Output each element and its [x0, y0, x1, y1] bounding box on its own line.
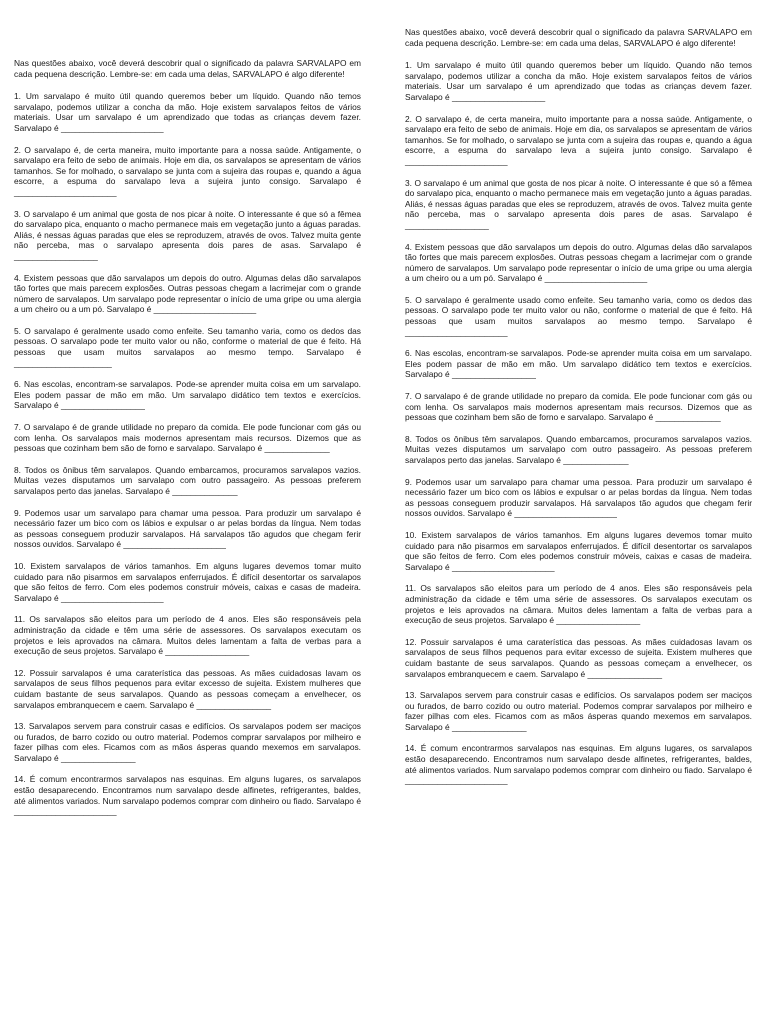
question-item: 3. O sarvalapo é um animal que gosta de nos picar à noite. O interessante é que só a fêmea do sarvalapo pica, enquanto o macho permanece mais em vegetação junto a águas paradas. Aliás, é nessas águas paradas que eles se reproduzem, através de ovos. Talvez muita gente não perceba, mas o sarvalapo apresenta dois pares de asas. Sarvalapo é __________________ [405, 177, 752, 230]
instructions-text: Nas questões abaixo, você deverá descobrir qual o significado da palavra SARVALAPO em cada pequena descrição. Lembre-se: em cada uma delas, SARVALAPO é algo diferente! [405, 27, 752, 48]
question-item: 8. Todos os ônibus têm sarvalapos. Quando embarcamos, procuramos sarvalapos vazios. Muitas vezes disputamos um sarvalapo com outro passageiro. As pessoas preferem sarvalapos perto das janelas. Sarvalapo é ______________ [14, 464, 361, 496]
question-item: 9. Podemos usar um sarvalapo para chamar uma pessoa. Para produzir um sarvalapo é necessário fazer um bico com os lábios e expulsar o ar pelas bordas da língua. Nem todas as pessoas conseguem produzir sarvalapos. Há sarvalapos tão agudos que chegam ferir nossos ouvidos. Sarvalapo é ______________________ [405, 476, 752, 519]
question-item: 2. O sarvalapo é, de certa maneira, muito importante para a nossa saúde. Antigamente, o sarvalapo era feito de sebo de animais. Hoje em dia, os sarvalapos se apresentam de vários tamanhos. Se for molhado, o sarvalapo se junta com a sujeira das roupas e, quando a água escorre, a espuma do sarvalapo leva a sujeira junto consigo. Sarvalapo é ______________________ [14, 144, 361, 197]
question-item: 5. O sarvalapo é geralmente usado como enfeite. Seu tamanho varia, como os dedos das pessoas. O sarvalapo pode ter muito valor ou não, conforme o material de que é feito. Há pessoas que usam muitos sarvalapos ao mesmo tempo. Sarvalapo é ______________________ [405, 294, 752, 337]
question-item: 14. É comum encontrarmos sarvalapos nas esquinas. Em alguns lugares, os sarvalapos estão desaparecendo. Encontramos num sarvalapo desde alfinetes, refrigerantes, baldes, até alimentos variados. Num sarvalapo podemos comprar com dinheiro ou fiado. Sarvalapo é ______________________ [405, 743, 752, 786]
question-item: 12. Possuir sarvalapos é uma caraterística das pessoas. As mães cuidadosas lavam os sarvalapos de seus filhos pequenos para evitar excesso de sujeita. Existem mulheres que cuidam bastante de seus sarvalapos. Quando as pessoas começam a envelhecer, os sarvalapos embranquecem e caem. Sarvalapo é ________________ [14, 667, 361, 710]
question-item: 7. O sarvalapo é de grande utilidade no preparo da comida. Ele pode funcionar com gás ou com lenha. Os sarvalapos mais modernos apresentam mais recursos. Dizemos que as pessoas que cozinham bem são de forno e sarvalapo. Sarvalapo é ______________ [14, 422, 361, 454]
question-item: 1. Um sarvalapo é muito útil quando queremos beber um líquido. Quando não temos sarvalapo, podemos utilizar a concha da mão. Hoje existem sarvalapos feitos de vários materiais. Usar um sarvalapo é um aprendizado que todas as crianças devem fazer. Sarvalapo é ______________________ [14, 91, 361, 133]
question-item: 13. Sarvalapos servem para construir casas e edifícios. Os sarvalapos podem ser maciços ou furados, de barro cozido ou outro material. Podemos comprar sarvalapos por milheiro e fazer pilhas com eles. Ficamos com as mãos ásperas quando mexemos em sarvalapos. Sarvalapo é ________________ [14, 721, 361, 763]
question-item: 3. O sarvalapo é um animal que gosta de nos picar à noite. O interessante é que só a fêmea do sarvalapo pica, enquanto o macho permanece mais em vegetação junto a águas paradas. Aliás, é nessas águas paradas que eles se reproduzem, através de ovos. Talvez muita gente não perceba, mas o sarvalapo apresenta dois pares de asas. Sarvalapo é __________________ [14, 208, 361, 261]
question-item: 10. Existem sarvalapos de vários tamanhos. Em alguns lugares devemos tomar muito cuidado para não pisarmos em sarvalapos enferrujados. É difícil desentortar os sarvalapos que são feitos de ferro. Com eles podemos construir móveis, caixas e casas de madeira. Sarvalapo é ______________________ [405, 529, 752, 572]
question-item: 12. Possuir sarvalapos é uma caraterística das pessoas. As mães cuidadosas lavam os sarvalapos de seus filhos pequenos para evitar excesso de sujeita. Existem mulheres que cuidam bastante de seus sarvalapos. Quando as pessoas começam a envelhecer, os sarvalapos embranquecem e caem. Sarvalapo é ________________ [405, 636, 752, 679]
instructions-text: Nas questões abaixo, você deverá descobrir qual o significado da palavra SARVALAPO em cada pequena descrição. Lembre-se: em cada uma delas, SARVALAPO é algo diferente! [14, 58, 361, 79]
question-item: 9. Podemos usar um sarvalapo para chamar uma pessoa. Para produzir um sarvalapo é necessário fazer um bico com os lábios e expulsar o ar pelas bordas da língua. Nem todas as pessoas conseguem produzir sarvalapos. Há sarvalapos tão agudos que chegam ferir nossos ouvidos. Sarvalapo é ______________________ [14, 507, 361, 550]
question-item: 10. Existem sarvalapos de vários tamanhos. Em alguns lugares devemos tomar muito cuidado para não pisarmos em sarvalapos enferrujados. É difícil desentortar os sarvalapos que são feitos de ferro. Com eles podemos construir móveis, caixas e casas de madeira. Sarvalapo é ______________________ [14, 560, 361, 603]
question-item: 5. O sarvalapo é geralmente usado como enfeite. Seu tamanho varia, como os dedos das pessoas. O sarvalapo pode ter muito valor ou não, conforme o material de que é feito. Há pessoas que usam muitos sarvalapos ao mesmo tempo. Sarvalapo é _____________________ [14, 325, 361, 368]
question-item: 14. É comum encontrarmos sarvalapos nas esquinas. Em alguns lugares, os sarvalapos estão desaparecendo. Encontramos num sarvalapo desde alfinetes, refrigerantes, baldes, até alimentos variados. Num sarvalapo podemos comprar com dinheiro ou fiado. Sarvalapo é ______________________ [14, 774, 361, 817]
question-item: 11. Os sarvalapos são eleitos para um período de 4 anos. Eles são responsáveis pela administração da cidade e têm uma série de assessores. Os sarvalapos executam os projetos e leis aprovados na câmara. Muitos deles lamentam a falta de verbas para a execução de seus projetos. Sarvalapo é __________________ [14, 614, 361, 657]
question-item: 8. Todos os ônibus têm sarvalapos. Quando embarcamos, procuramos sarvalapos vazios. Muitas vezes disputamos um sarvalapo com outro passageiro. As pessoas preferem sarvalapos perto das janelas. Sarvalapo é ______________ [405, 433, 752, 465]
question-item: 6. Nas escolas, encontram-se sarvalapos. Pode-se aprender muita coisa em um sarvalapo. Eles podem passar de mão em mão. Um sarvalapo didático tem textos e exercícios. Sarvalapo é __________________ [405, 348, 752, 380]
question-item: 2. O sarvalapo é, de certa maneira, muito importante para a nossa saúde. Antigamente, o sarvalapo era feito de sebo de animais. Hoje em dia, os sarvalapos se apresentam de vários tamanhos. Se for molhado, o sarvalapo se junta com a sujeira das roupas e, quando a água escorre, a espuma do sarvalapo leva a sujeira junto consigo. Sarvalapo é ______________________ [405, 113, 752, 166]
question-item: 4. Existem pessoas que dão sarvalapos um depois do outro. Algumas delas dão sarvalapos tão fortes que mais parecem explosões. Outras pessoas chegam a lacrimejar com o grande número de sarvalapos. Um sarvalapo pode representar o início de uma gripe ou uma alergia a um cheiro ou a um pó. Sarvalapo é ______________________ [14, 272, 361, 315]
left-worksheet-column [14, 58, 361, 828]
question-item: 11. Os sarvalapos são eleitos para um período de 4 anos. Eles são responsáveis pela administração da cidade e têm uma série de assessores. Os sarvalapos executam os projetos e leis aprovados na câmara. Muitos deles lamentam a falta de verbas para a execução de seus projetos. Sarvalapo é __________________ [405, 583, 752, 626]
question-item: 4. Existem pessoas que dão sarvalapos um depois do outro. Algumas delas dão sarvalapos tão fortes que mais parecem explosões. Outras pessoas chegam a lacrimejar com o grande número de sarvalapos. Um sarvalapo pode representar o início de uma gripe ou uma alergia a um cheiro ou a um pó. Sarvalapo é ______________________ [405, 241, 752, 284]
question-item: 6. Nas escolas, encontram-se sarvalapos. Pode-se aprender muita coisa em um sarvalapo. Eles podem passar de mão em mão. Um sarvalapo didático tem textos e exercícios. Sarvalapo é __________________ [14, 379, 361, 411]
question-item: 1. Um sarvalapo é muito útil quando queremos beber um líquido. Quando não temos sarvalapo, podemos utilizar a concha da mão. Hoje existem sarvalapos feitos de vários materiais. Usar um sarvalapo é um aprendizado que todas as crianças devem fazer. Sarvalapo é ____________________ [405, 60, 752, 102]
question-item: 13. Sarvalapos servem para construir casas e edifícios. Os sarvalapos podem ser maciços ou furados, de barro cozido ou outro material. Podemos comprar sarvalapos por milheiro e fazer pilhas com eles. Ficamos com as mãos ásperas quando mexemos em sarvalapos. Sarvalapo é ________________ [405, 690, 752, 732]
question-item: 7. O sarvalapo é de grande utilidade no preparo da comida. Ele pode funcionar com gás ou com lenha. Os sarvalapos mais modernos apresentam mais recursos. Dizemos que as pessoas que cozinham bem são de forno e sarvalapo. Sarvalapo é ______________ [405, 391, 752, 423]
right-worksheet-column [405, 27, 752, 797]
